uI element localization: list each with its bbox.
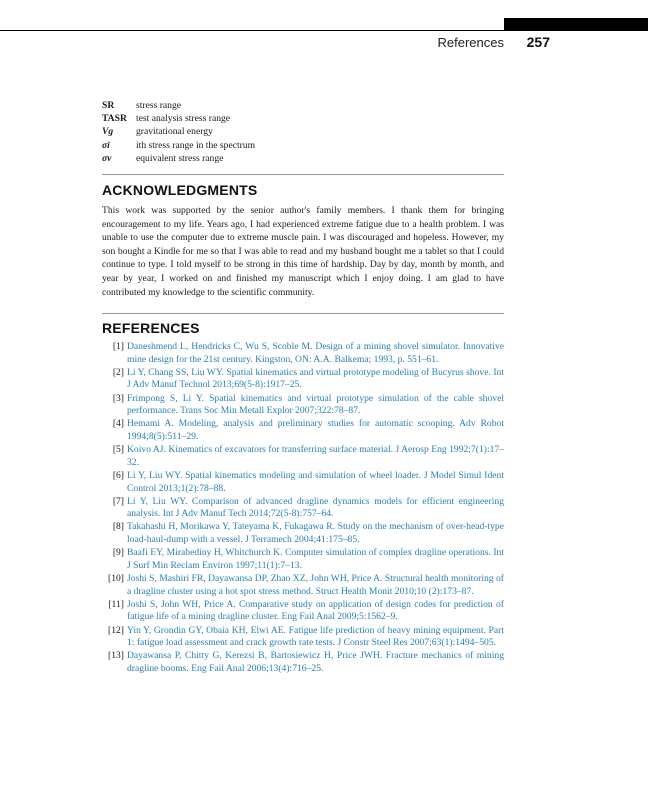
nomenclature-definition: equivalent stress range <box>136 152 224 164</box>
reference-link[interactable]: Yin Y, Grondin GY, Obaia KH, Elwi AE. Fatigue life prediction of heavy mining equipment. Part 1: fatigue load assessment and crack growth rate tests. J Constr Steel Res 2007;63(1):1494–505. <box>127 624 504 649</box>
reference-link[interactable]: Frimpong S, Li Y. Spatial kinematics and virtual prototype simulation of the cable shovel performance. Trans Soc Min Metall Explor 2007;322:78–87. <box>127 392 504 417</box>
header-rule <box>0 30 648 31</box>
nomenclature-row <box>102 99 502 112</box>
reference-link[interactable]: Koivo AJ. Kinematics of excavators for transferring surface material. J Aerosp Eng 1992;7(1):17–32. <box>127 444 504 468</box>
reference-item <box>102 470 504 495</box>
reference-number: [13] <box>108 650 124 662</box>
reference-list <box>102 341 504 676</box>
reference-link[interactable]: Daneshmend L, Hendricks C, Wu S, Scoble M. Design of a mining shovel simulator. Innovative mine design for the 21st century. Kingston, ON: A.A. Balkema; 1993, p. 551–61. <box>127 341 504 365</box>
reference-item <box>102 496 504 521</box>
nomenclature-row <box>102 139 502 152</box>
reference-number: [11] <box>108 598 124 610</box>
reference-number: [5] <box>112 444 124 456</box>
reference-link[interactable]: Joshi S, Mashiri FR, Dayawansa DP, Zhao XZ, John WH, Price A. Structural health monitoring of a dragline cluster using a hot spot stress method. Struct Health Monit 2010;10 (2):173–87. <box>127 573 504 597</box>
nomenclature-symbol: σi <box>102 139 110 151</box>
page-number: 257 <box>526 34 550 50</box>
reference-link[interactable]: Li Y, Chang SS, Liu WY. Spatial kinematics and virtual prototype modeling of Bucyrus shove. Int J Adv Manuf Technol 2013;69(5-8):1917–25. <box>127 366 504 391</box>
reference-item <box>102 547 504 572</box>
reference-item <box>102 444 504 469</box>
reference-item <box>102 367 504 392</box>
nomenclature-row <box>102 152 502 165</box>
reference-number: [10] <box>108 573 124 585</box>
reference-number: [1] <box>112 341 124 352</box>
nomenclature-row <box>102 112 502 125</box>
reference-link[interactable]: Baafi EY, Mirabediny H, Whitchurch K. Computer simulation of complex dragline operations. Int J Surf Min Reclam Environ 1997;11(1):7–13. <box>127 547 504 571</box>
nomenclature-list <box>102 99 502 165</box>
reference-link[interactable]: Li Y, Liu WY. Comparison of advanced dragline dynamics models for efficient engineering analysis. Int J Adv Manuf Tech 2014;72(5-8):757–64. <box>127 495 504 520</box>
reference-number: [7] <box>112 495 124 507</box>
nomenclature-definition: gravitational energy <box>136 126 213 138</box>
reference-number: [12] <box>108 624 124 636</box>
running-title: References <box>437 35 504 50</box>
section-divider <box>102 174 504 175</box>
header-black-bar <box>504 18 648 30</box>
reference-number: [3] <box>112 392 124 404</box>
reference-number: [8] <box>112 521 124 533</box>
section-divider <box>102 313 504 314</box>
acknowledgments-heading: ACKNOWLEDGMENTS <box>102 182 258 198</box>
nomenclature-symbol: Vg <box>102 126 114 138</box>
reference-item <box>102 625 504 650</box>
references-heading: REFERENCES <box>102 320 200 336</box>
nomenclature-definition: test analysis stress range <box>136 113 231 125</box>
nomenclature-row <box>102 125 502 138</box>
nomenclature-definition: ith stress range in the spectrum <box>136 139 256 151</box>
nomenclature-symbol: SR <box>102 100 115 111</box>
reference-number: [2] <box>112 366 124 378</box>
reference-link[interactable]: Li Y, Liu WY. Spatial kinematics modeling and simulation of wheel loader. J Model Simul Ident Control 2013;1(2):78–88. <box>127 469 504 494</box>
reference-number: [6] <box>112 469 124 481</box>
nomenclature-symbol: σv <box>102 152 112 164</box>
reference-number: [9] <box>112 547 124 559</box>
reference-link[interactable]: Hemami A. Modeling, analysis and preliminary studies for automatic scooping. Adv Robot 1994;8(5):511–29. <box>127 418 504 442</box>
reference-item <box>102 650 504 675</box>
reference-item <box>102 573 504 598</box>
reference-number: [4] <box>112 418 124 430</box>
reference-item <box>102 341 504 366</box>
nomenclature-symbol: TASR <box>102 113 127 125</box>
reference-item <box>102 418 504 443</box>
reference-item <box>102 393 504 418</box>
reference-link[interactable]: Dayawansa P, Chitty G, Kerezsi B, Bartosiewicz H, Price JWH. Fracture mechanics of mining dragline booms. Eng Fail Anal 2006;13(4):716–25. <box>127 650 504 674</box>
nomenclature-definition: stress range <box>136 100 182 111</box>
reference-item <box>102 521 504 546</box>
reference-link[interactable]: Joshi S, John WH, Price A. Comparative study on application of design codes for prediction of fatigue life of a mining dragline cluster. Eng Fail Anal 2009;5:1562–9. <box>127 598 504 623</box>
acknowledgments-text: This work was supported by the senior author's family members. I thank them for bringing encouragement to my life. Years ago, I had experienced extreme fatigue due to a health problem. I was unable to use the computer due to extreme muscle pain. I was discouraged and hopeless. However, my son bought a Kindle for me so that I was able to read and my husband bought me a tablet so that I could continue to type. I told myself to be strong in this time of hardship. Day by day, month by month, and year by year, I worked on and finished my manuscript which I enjoy doing. I am glad to have contributed my knowledge to the scientific community. <box>102 205 504 298</box>
reference-item <box>102 599 504 624</box>
reference-link[interactable]: Takahashi H, Morikawa Y, Tateyama K, Fukagawa R. Study on the mechanism of over-head-type load-haul-dump with a vessel. J Terramech 2004;41:175–85. <box>127 521 504 546</box>
